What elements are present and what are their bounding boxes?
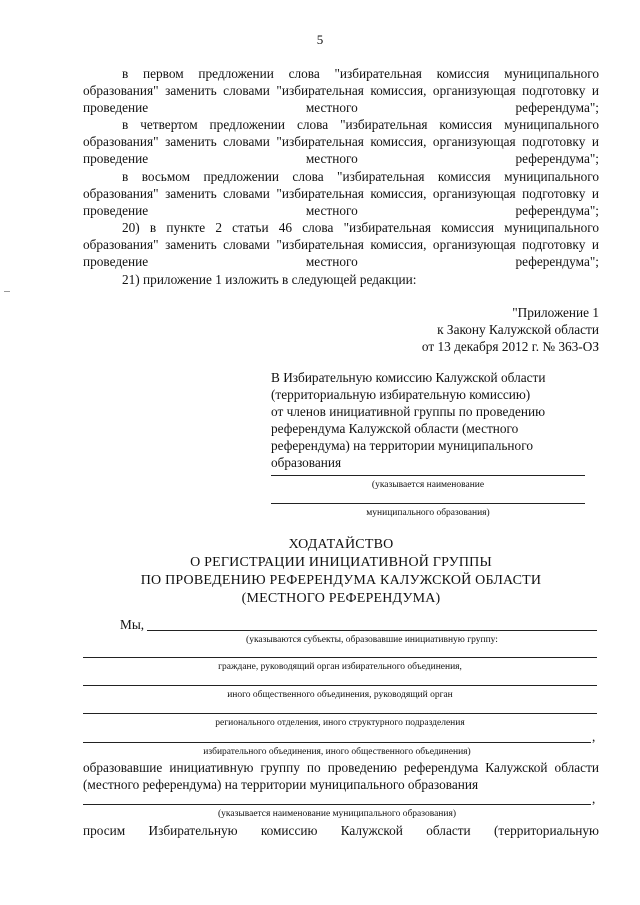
appendix-law: к Закону Калужской области — [437, 322, 599, 337]
addressee-line: референдума) на территории муниципального — [271, 438, 533, 453]
body-paragraph: образовавшие инициативную группу по проведению референдума Калужской области — [83, 760, 599, 775]
we-label: Мы, — [120, 617, 145, 632]
addressee-line: референдума Калужской области (местного — [271, 421, 519, 436]
field-hint: (указывается наименование муниципального образования) — [218, 809, 456, 819]
fill-line — [271, 475, 585, 476]
amendment-paragraph-4: 20) в пункте 2 статьи 46 слова "избирательная комиссия муниципального образования" заменить словами "избирательная комиссия, организующая подготовку и проведение местного референдума"; — [83, 220, 599, 269]
petition-title: О РЕГИСТРАЦИИ ИНИЦИАТИВНОЙ ГРУППЫ — [190, 555, 492, 570]
fill-line — [83, 804, 591, 805]
field-hint: (указывается наименование — [371, 480, 485, 490]
amendment-paragraph-1: в первом предложении слова "избирательная комиссия муниципального образования" заменить словами "избирательная комиссия, организующая подготовку и проведение местного референдума"; — [83, 66, 599, 115]
fill-line — [83, 713, 597, 714]
petition-title: ПО ПРОВЕДЕНИЮ РЕФЕРЕНДУМА КАЛУЖСКОЙ ОБЛАСТИ — [140, 573, 542, 588]
addressee-line: образования — [271, 455, 342, 470]
fill-line — [271, 503, 585, 504]
amendment-paragraph-2: в четвертом предложении слова "избирательная комиссия муниципального образования" заменить словами "избирательная комиссия, организующая подготовку и проведение местного референдума"; — [83, 117, 599, 166]
page-number: 5 — [316, 32, 324, 47]
field-hint: регионального отделения, иного структурного подразделения — [215, 718, 465, 728]
appendix-label: "Приложение 1 — [512, 305, 599, 320]
field-hint: (указываются субъекты, образовавшие инициативную группу: — [246, 635, 498, 645]
addressee-line: В Избирательную комиссию Калужской области — [271, 370, 546, 385]
addressee-line: от членов инициативной группы по проведению — [271, 404, 546, 419]
fill-line — [147, 630, 597, 631]
petition-title: (МЕСТНОГО РЕФЕРЕНДУМА) — [241, 591, 441, 606]
amendment-paragraph-3: в восьмом предложении слова "избирательная комиссия муниципального образования" заменить словами "избирательная комиссия, организующая подготовку и проведение местного референдума"; — [83, 169, 599, 218]
field-hint: муниципального образования) — [366, 508, 490, 518]
petition-title: ХОДАТАЙСТВО — [288, 537, 394, 552]
field-hint: иного общественного объединения, руководящий орган — [227, 690, 453, 700]
fill-line — [83, 657, 597, 658]
amendment-paragraph-5: 21) приложение 1 изложить в следующей редакции: — [122, 272, 417, 287]
comma: , — [592, 791, 596, 806]
field-hint: граждане, руководящий орган избирательного объединения, — [218, 662, 462, 672]
margin-mark — [4, 291, 10, 292]
body-paragraph: просим Избирательную комиссию Калужской области (территориальную — [83, 823, 599, 838]
comma: , — [592, 729, 596, 744]
fill-line — [83, 742, 591, 743]
field-hint: избирательного объединения, иного общественного объединения) — [203, 747, 471, 757]
fill-line — [83, 685, 597, 686]
addressee-line: (территориальную избирательную комиссию) — [271, 387, 531, 402]
appendix-date: от 13 декабря 2012 г. № 363-ОЗ — [421, 339, 599, 354]
body-paragraph: (местного референдума) на территории муниципального образования — [83, 777, 479, 792]
